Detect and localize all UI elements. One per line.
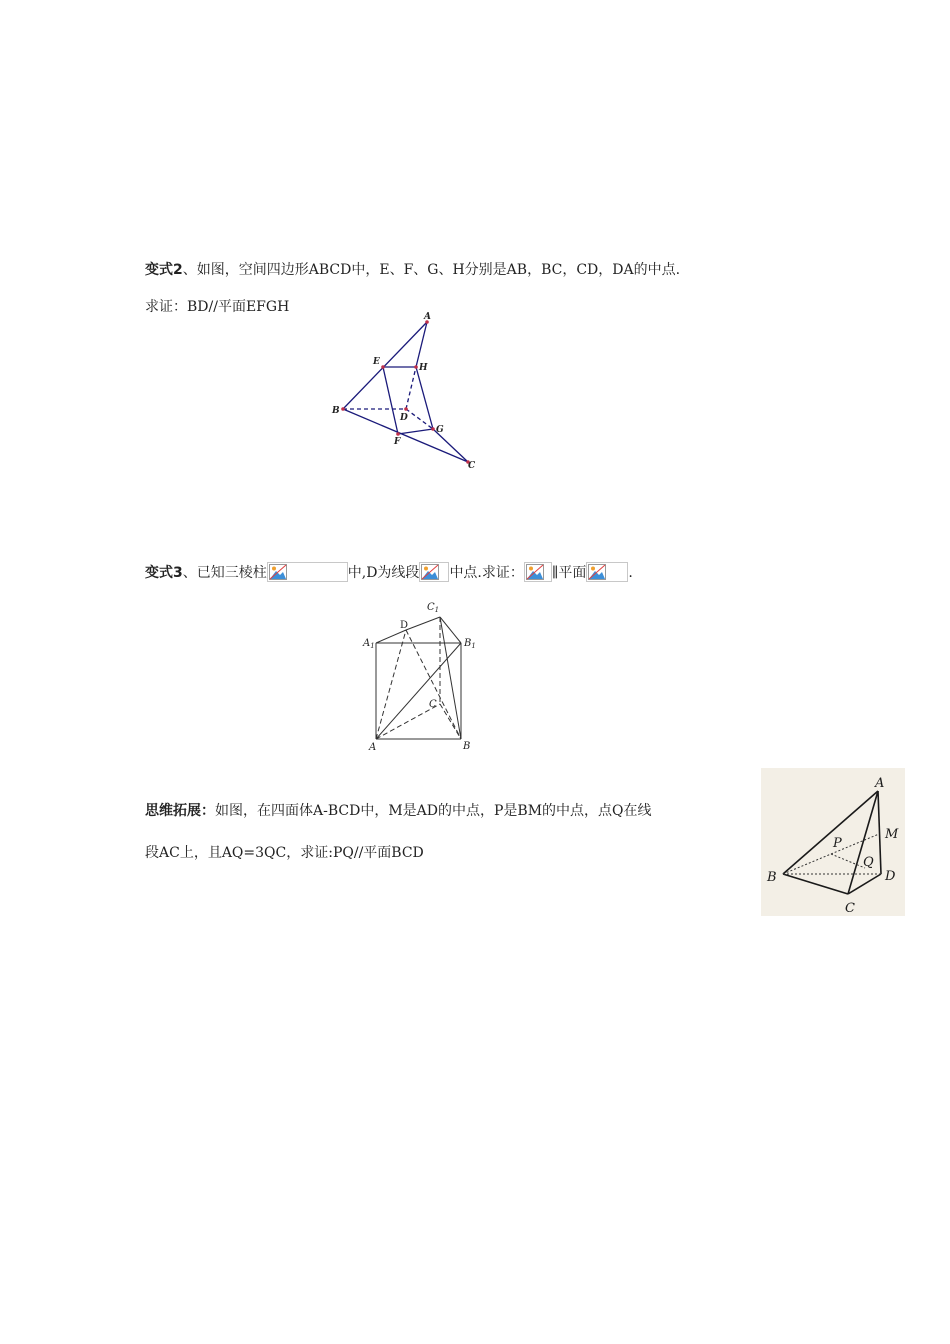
variant-3-figure — [360, 598, 480, 756]
point-label-h: H — [419, 363, 428, 373]
point-label-c1: $C_1$ — [427, 602, 440, 614]
point-label-c: C — [468, 461, 476, 471]
variant-3-text-3: 中点.求证： — [449, 565, 524, 581]
extension-figure-photo — [761, 768, 905, 916]
point-label-c: C — [429, 699, 437, 710]
extension-text-2: 段AC上，且AQ=3QC，求证:PQ//平面BCD — [145, 845, 424, 861]
variant-2-prove: 求证：BD//平面EFGH — [145, 299, 290, 315]
broken-image-icon — [586, 562, 628, 582]
edge-hg — [416, 367, 433, 429]
point-label-f: F — [394, 437, 401, 447]
variant-3-text-2: 中,D为线段 — [347, 565, 420, 581]
variant-3-text-5: . — [628, 565, 633, 581]
edge-c1b1 — [440, 617, 461, 643]
point-label-d: D — [400, 413, 408, 423]
edge-fg — [398, 429, 433, 434]
edge-ab — [343, 322, 427, 409]
point-label-q: Q — [863, 855, 874, 870]
point-label-c: C — [845, 901, 855, 916]
variant-3-statement — [145, 562, 633, 583]
point-label-b: B — [767, 870, 777, 885]
point-label-b: B — [332, 406, 340, 416]
extension-text: 如图，在四面体A-BCD中，M是AD的中点，P是BM的中点，点Q在线 — [215, 803, 652, 819]
edge-dh-dashed — [406, 367, 416, 409]
point-label-a: A — [369, 742, 377, 753]
point-label-b: B — [463, 741, 471, 752]
point-label-p: P — [833, 836, 842, 851]
variant-3-text-1: 、已知三棱柱 — [182, 565, 267, 581]
point-label-d: D — [400, 620, 409, 631]
point-label-b1: $B_1$ — [464, 638, 476, 650]
point-label-m: M — [885, 827, 899, 842]
variant-3-text-4: ∥平面 — [551, 565, 587, 581]
variant-2-statement — [145, 260, 680, 280]
edge-ah — [416, 322, 427, 367]
broken-image-icon — [267, 562, 348, 582]
variant-2-figure — [325, 308, 485, 473]
point-label-g: G — [436, 425, 444, 435]
extension-statement — [145, 801, 652, 821]
point-label-a: A — [875, 776, 885, 791]
point-label-e: E — [373, 357, 380, 367]
point-label-a1: $A_1$ — [363, 638, 375, 650]
broken-image-icon — [524, 562, 552, 582]
extension-label: 思维拓展： — [145, 803, 215, 819]
edge-ef — [383, 367, 398, 434]
edge-a1d — [376, 630, 406, 643]
point-label-d: D — [885, 869, 896, 884]
variant-2-text: 、如图，空间四边形ABCD中，E、F、G、H分别是AB，BC，CD，DA的中点. — [182, 262, 681, 278]
point-label-a: A — [424, 312, 431, 322]
variant-2-label: 变式2 — [145, 262, 183, 278]
edge-dc1 — [406, 617, 440, 630]
broken-image-icon — [419, 562, 449, 582]
edge-db-dashed — [406, 630, 461, 739]
variant-3-label: 变式3 — [145, 565, 183, 581]
